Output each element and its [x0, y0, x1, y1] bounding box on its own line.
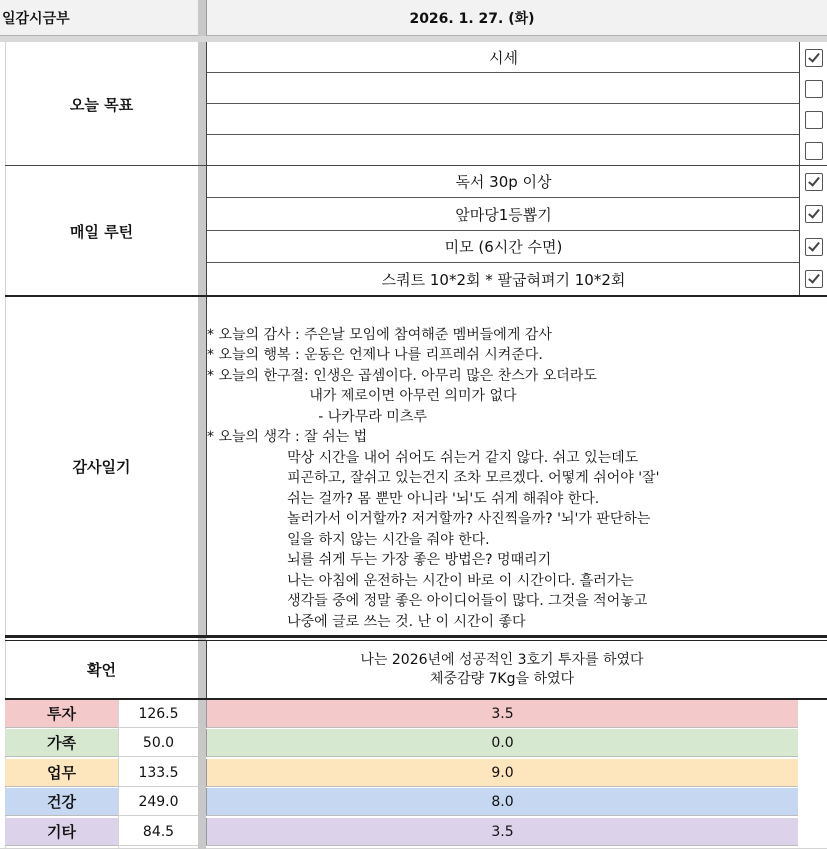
category-name: 기타	[47, 823, 76, 841]
daily-routine-checkbox[interactable]	[805, 270, 823, 288]
affirmation-text-cell[interactable]	[206, 641, 827, 698]
gratitude-line: - 나카무라 미츠루	[207, 409, 427, 425]
daily-routine-items	[206, 166, 799, 296]
gratitude-line: 나중에 글로 쓰는 것. 난 이 시간이 좋다	[207, 614, 526, 630]
category-total-cell[interactable]	[119, 759, 198, 787]
category-name-cell[interactable]	[5, 700, 118, 728]
gratitude-line: * 오늘의 생각 : 잘 쉬는 법	[207, 429, 368, 445]
today-goal-checks	[799, 42, 827, 166]
today-goal-item[interactable]	[207, 42, 800, 73]
affirmation-line: 나는 2026년에 성공적인 3호기 투자를 하였다	[360, 651, 644, 668]
today-goal-checkbox[interactable]	[805, 111, 823, 129]
category-total: 133.5	[138, 764, 179, 781]
affirmation-label: 확언	[87, 661, 116, 679]
category-name: 가족	[47, 734, 76, 752]
category-total: 84.5	[142, 823, 175, 840]
gratitude-line: 피곤하고, 잘쉬고 있는건지 조차 모르겠다. 어떻게 쉬어야 '잘'	[207, 470, 660, 486]
daily-routine-checkbox[interactable]	[805, 173, 823, 191]
category-total: 249.0	[138, 793, 179, 810]
gratitude-label: 감사일기	[72, 457, 131, 476]
daily-routine-label-cell[interactable]	[5, 166, 198, 296]
gratitude-label-cell[interactable]	[5, 297, 198, 635]
gratitude-text-cell[interactable]	[206, 297, 827, 635]
daily-routine-item-text: 독서 30p 이상	[455, 173, 552, 191]
category-today-cell[interactable]	[206, 759, 798, 787]
gratitude-line: 놀러가서 이거할까? 저거할까? 사진찍을까? '뇌'가 판단하는	[207, 511, 651, 527]
gratitude-line: 내가 제로이면 아무런 의미가 없다	[207, 388, 517, 404]
gratitude-line: * 오늘의 감사 : 주은날 모임에 참여해준 멤버들에게 감사	[207, 327, 552, 343]
section-divider	[5, 635, 827, 638]
category-today: 3.5	[491, 823, 514, 840]
today-goal-items	[206, 42, 799, 166]
gratitude-line: 나는 아침에 운전하는 시간이 바로 이 시간이다. 흘러가는	[207, 573, 634, 589]
daily-routine-checks	[799, 166, 827, 296]
gratitude-line: 일을 하지 않는 시간을 줘야 한다.	[207, 532, 490, 548]
daily-routine-checkbox[interactable]	[805, 238, 823, 256]
sheet-title: 일감시금부	[2, 10, 70, 27]
category-today: 8.0	[491, 793, 514, 810]
category-name: 건강	[47, 793, 76, 811]
daily-routine-item[interactable]	[207, 263, 800, 296]
category-today-cell[interactable]	[206, 729, 798, 757]
gratitude-line: * 오늘의 행복 : 운동은 언제나 나를 리프레쉬 시켜준다.	[207, 347, 543, 363]
category-total-cell[interactable]	[119, 700, 198, 728]
today-goal-label-cell[interactable]	[5, 42, 198, 166]
today-goal-item[interactable]	[207, 135, 800, 166]
category-total: 126.5	[138, 705, 179, 722]
daily-routine-label: 매일 루틴	[69, 222, 134, 241]
affirmation-label-cell[interactable]	[5, 641, 198, 698]
gratitude-line: 막상 시간을 내어 쉬어도 쉬는거 같지 않다. 쉬고 있는데도	[207, 450, 639, 466]
daily-routine-item[interactable]	[207, 166, 800, 198]
gratitude-line: 뇌를 쉬게 두는 가장 좋은 방법은? 멍때리기	[207, 552, 552, 568]
sheet-title-cell[interactable]	[0, 0, 198, 36]
daily-routine-item-text: 앞마당1등뽑기	[455, 205, 552, 224]
column-separator	[198, 0, 206, 849]
today-goal-item[interactable]	[207, 73, 800, 104]
gratitude-line: 생각들 중에 정말 좋은 아이디어들이 많다. 그것을 적어놓고	[207, 593, 648, 609]
category-today-cell[interactable]	[206, 818, 798, 846]
category-name-cell[interactable]	[5, 729, 118, 757]
category-name-cell[interactable]	[5, 759, 118, 787]
category-today: 9.0	[491, 764, 514, 781]
today-goal-label: 오늘 목표	[69, 95, 134, 114]
gratitude-line: 쉬는 걸까? 몸 뿐만 아니라 '뇌'도 쉬게 해줘야 한다.	[207, 491, 600, 507]
category-name-cell[interactable]	[5, 818, 118, 846]
today-goal-checkbox[interactable]	[805, 80, 823, 98]
category-today: 3.5	[491, 705, 514, 722]
category-today: 0.0	[491, 734, 514, 751]
category-total-cell[interactable]	[119, 729, 198, 757]
category-name-cell[interactable]	[5, 788, 118, 816]
category-name: 투자	[47, 705, 76, 723]
daily-routine-item[interactable]	[207, 231, 800, 263]
date-cell[interactable]	[206, 0, 827, 36]
today-goal-checkbox[interactable]	[805, 142, 823, 160]
category-total-cell[interactable]	[119, 788, 198, 816]
daily-routine-item[interactable]	[207, 198, 800, 231]
date-label: 2026. 1. 27. (화)	[409, 10, 535, 27]
daily-routine-item-text: 미모 (6시간 수면)	[444, 238, 563, 256]
gratitude-line: * 오늘의 한구절: 인생은 곱셈이다. 아무리 많은 찬스가 오더라도	[207, 368, 597, 384]
daily-routine-checkbox[interactable]	[805, 205, 823, 223]
category-today-cell[interactable]	[206, 700, 798, 728]
today-goal-item-text: 시세	[489, 48, 518, 67]
daily-routine-item-text: 스쿼트 10*2회 * 팔굽혀펴기 10*2회	[381, 271, 626, 289]
today-goal-item[interactable]	[207, 104, 800, 135]
today-goal-checkbox[interactable]	[805, 49, 823, 67]
category-name: 업무	[47, 764, 76, 782]
affirmation-line: 체중감량 7Kg을 하였다	[429, 670, 575, 687]
category-total-cell[interactable]	[119, 818, 198, 846]
category-total: 50.0	[142, 734, 175, 751]
category-today-cell[interactable]	[206, 788, 798, 816]
